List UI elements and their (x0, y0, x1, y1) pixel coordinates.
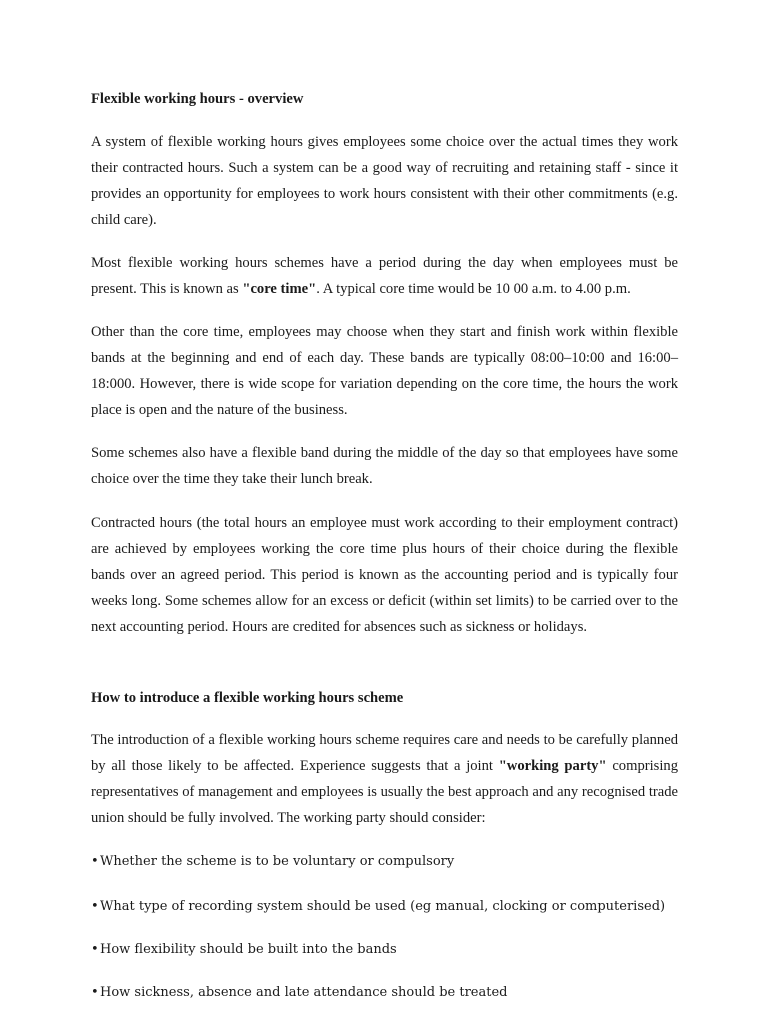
bullet-text: How flexibility should be built into the bands (100, 942, 397, 957)
bullet-item (91, 897, 691, 917)
bullet-item (91, 983, 691, 1003)
bullet-text: Whether the scheme is to be voluntary or compulsory (100, 854, 455, 869)
paragraph-lunch-band: Some schemes also have a flexible band during the middle of the day so that employees have some choice over the time they take their lunch break. (91, 445, 678, 487)
bullet-icon: • (91, 985, 99, 1000)
bullet-text: How sickness, absence and late attendance should be treated (100, 985, 508, 1000)
bullet-icon: • (91, 899, 99, 914)
bullet-icon: • (91, 854, 99, 869)
paragraph-working-party-text-a: The introduction of a flexible working hours scheme requires care and needs to be carefully planned by all those likely to be affected. Experience suggests that a joint (91, 732, 678, 774)
paragraph-core-time-text-a: Most flexible working hours schemes have a period during the day when employees must be present. This is known as (91, 255, 678, 297)
core-time-term: "core time" (242, 280, 317, 297)
paragraph-working-party-text-b: comprising representatives of management and employees is usually the best approach and any recognised trade union should be fully involved. The working party should consider: (91, 757, 678, 826)
paragraph-flexible-bands: Other than the core time, employees may choose when they start and finish work within flexible bands at the beginning and end of each day. These bands are typically 08:00–10:00 and 16:00–18:000. However, there is wide scope for variation depending on the core time, the hours the work place is open and the nature of the business. (91, 324, 678, 418)
working-party-term: "working party" (498, 757, 607, 774)
paragraph-contracted-hours: Contracted hours (the total hours an employee must work according to their employment contract) are achieved by employees working the core time plus hours of their choice during the flexible bands over an agreed period. This period is known as the accounting period and is typically four weeks long. Some schemes allow for an excess or deficit (within set limits) to be carried over to the next accounting period. Hours are credited for absences such as sickness or holidays. (91, 515, 678, 635)
paragraph-working-party (91, 728, 678, 832)
bullet-icon: • (91, 942, 99, 957)
section-heading-overview: Flexible working hours - overview (91, 91, 304, 107)
paragraph-core-time (91, 251, 678, 303)
paragraph-core-time-text-b: . A typical core time would be 10 00 a.m. to 4.00 p.m. (316, 280, 631, 297)
bullet-item (91, 940, 691, 960)
paragraph-intro: A system of flexible working hours gives employees some choice over the actual times they work their contracted hours. Such a system can be a good way of recruiting and retaining staff - since it provides an opportunity for employees to work hours consistent with their other commitments (e.g. child care). (91, 134, 678, 228)
section-heading-introduce: How to introduce a flexible working hours scheme (91, 690, 404, 706)
bullet-item (91, 852, 691, 872)
bullet-text: What type of recording system should be used (eg manual, clocking or computerised) (100, 899, 666, 914)
